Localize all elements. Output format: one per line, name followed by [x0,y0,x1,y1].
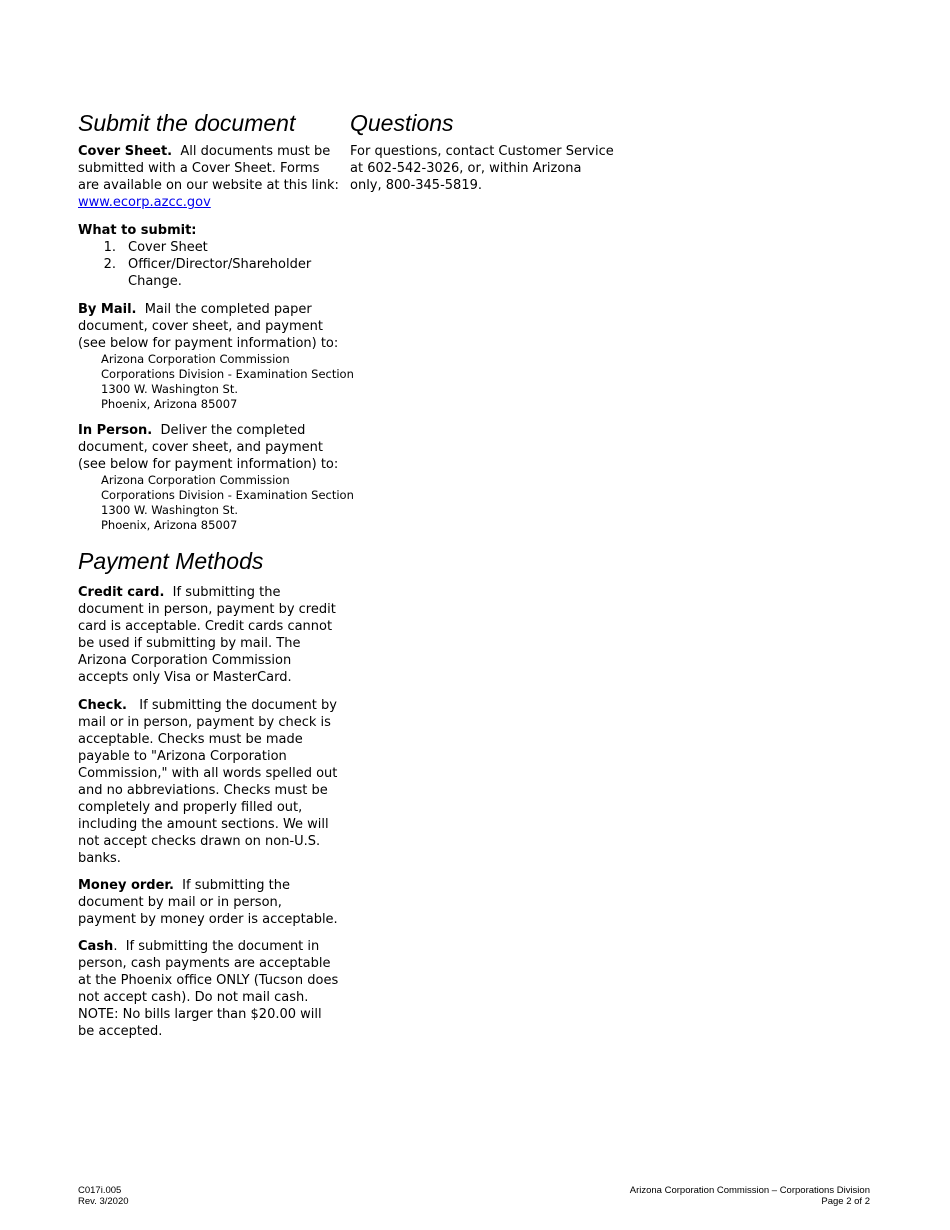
footer-agency [630,1185,870,1207]
what-to-submit-section [78,222,311,290]
address-line: Phoenix, Arizona 85007 [101,518,238,532]
text-line: If submitting the [173,878,291,893]
text-line: card is acceptable. Credit cards cannot [78,619,333,634]
text-line: not accept checks drawn on non-U.S. [78,834,321,849]
text-line: Commission," with all words spelled out [78,766,338,781]
text-line: be accepted. [78,1024,163,1039]
payment-methods-heading: Payment Methods [78,548,264,574]
text-line: All documents must be [172,144,331,159]
text-line: If submitting the document by [126,698,337,713]
in-person-lead: In Person. [78,423,153,438]
check-paragraph [78,697,337,867]
list-text: Change. [128,274,182,289]
text-line: payment by money order is acceptable. [78,912,338,927]
address-line: Corporations Division - Examination Section [101,367,354,381]
text-line: only, 800-345-5819. [350,178,482,193]
list-number: 2. [103,257,116,272]
text-line: be used if submitting by mail. The [78,636,301,651]
ecorp-website-link[interactable]: www.ecorp.azcc.gov [78,195,211,210]
money-order-paragraph [78,877,338,928]
text-line: acceptable. Checks must be made [78,732,303,747]
text-line: accepts only Visa or MasterCard. [78,670,292,685]
questions-heading: Questions [350,110,454,136]
text-line: document in person, payment by credit [78,602,336,617]
agency-name: Arizona Corporation Commission – Corporations Division [629,1185,870,1196]
text-line: at 602-542-3026, or, within Arizona [350,161,582,176]
text-line: and no abbreviations. Checks must be [78,783,328,798]
list-item [78,256,311,290]
text-line: person, cash payments are acceptable [78,956,331,971]
text-line: submitted with a Cover Sheet. Forms [78,161,320,176]
in-person-paragraph [78,422,354,533]
credit-card-lead: Credit card. [78,585,165,600]
text-line: Arizona Corporation Commission [78,653,292,668]
text-line: payable to "Arizona Corporation [78,749,287,764]
text-line: completely and properly filled out, [78,800,303,815]
text-line: document, cover sheet, and payment [78,440,323,455]
footer-form-id [78,1185,129,1207]
by-mail-lead: By Mail. [78,302,137,317]
cash-lead: Cash [78,939,114,954]
cover-sheet-paragraph [78,143,339,211]
text-line: including the amount sections. We will [78,817,329,832]
page-number: Page 2 of 2 [821,1196,870,1207]
revision-date: Rev. 3/2020 [78,1196,129,1207]
list-number: 1. [103,240,116,255]
credit-card-paragraph [78,584,336,686]
text-line: at the Phoenix office ONLY (Tucson does [78,973,339,988]
text-line: mail or in person, payment by check is [78,715,331,730]
questions-paragraph [350,143,614,194]
list-text: Officer/Director/Shareholder [128,257,312,272]
address-line: Corporations Division - Examination Section [101,488,354,502]
check-lead: Check. [78,698,127,713]
text-line: If submitting the [164,585,281,600]
text-line: For questions, contact Customer Service [350,144,614,159]
text-line: (see below for payment information) to: [78,336,339,351]
address-line: Arizona Corporation Commission [101,352,290,366]
text-line: banks. [78,851,121,866]
delivery-address [78,473,354,533]
list-item [78,239,311,256]
address-line: Phoenix, Arizona 85007 [101,397,238,411]
text-line: Mail the completed paper [136,302,312,317]
mailing-address [78,352,354,412]
form-number: C017i.005 [78,1185,122,1196]
submit-list [78,239,311,290]
by-mail-paragraph [78,301,354,412]
text-line: (see below for payment information) to: [78,457,339,472]
list-text: Cover Sheet [128,240,208,255]
text-line: NOTE: No bills larger than $20.00 will [78,1007,322,1022]
cover-sheet-lead: Cover Sheet. [78,144,173,159]
address-line: 1300 W. Washington St. [101,503,238,517]
text-line: document, cover sheet, and payment [78,319,323,334]
cash-paragraph [78,938,338,1040]
text-line: not accept cash). Do not mail cash. [78,990,309,1005]
money-order-lead: Money order. [78,878,174,893]
text-line: document by mail or in person, [78,895,282,910]
what-to-submit-heading: What to submit: [78,223,197,238]
text-line: . If submitting the document in [113,939,320,954]
text-line: are available on our website at this link: [78,178,339,193]
submit-heading: Submit the document [78,110,296,136]
address-line: 1300 W. Washington St. [101,382,238,396]
text-line: Deliver the completed [152,423,306,438]
address-line: Arizona Corporation Commission [101,473,290,487]
